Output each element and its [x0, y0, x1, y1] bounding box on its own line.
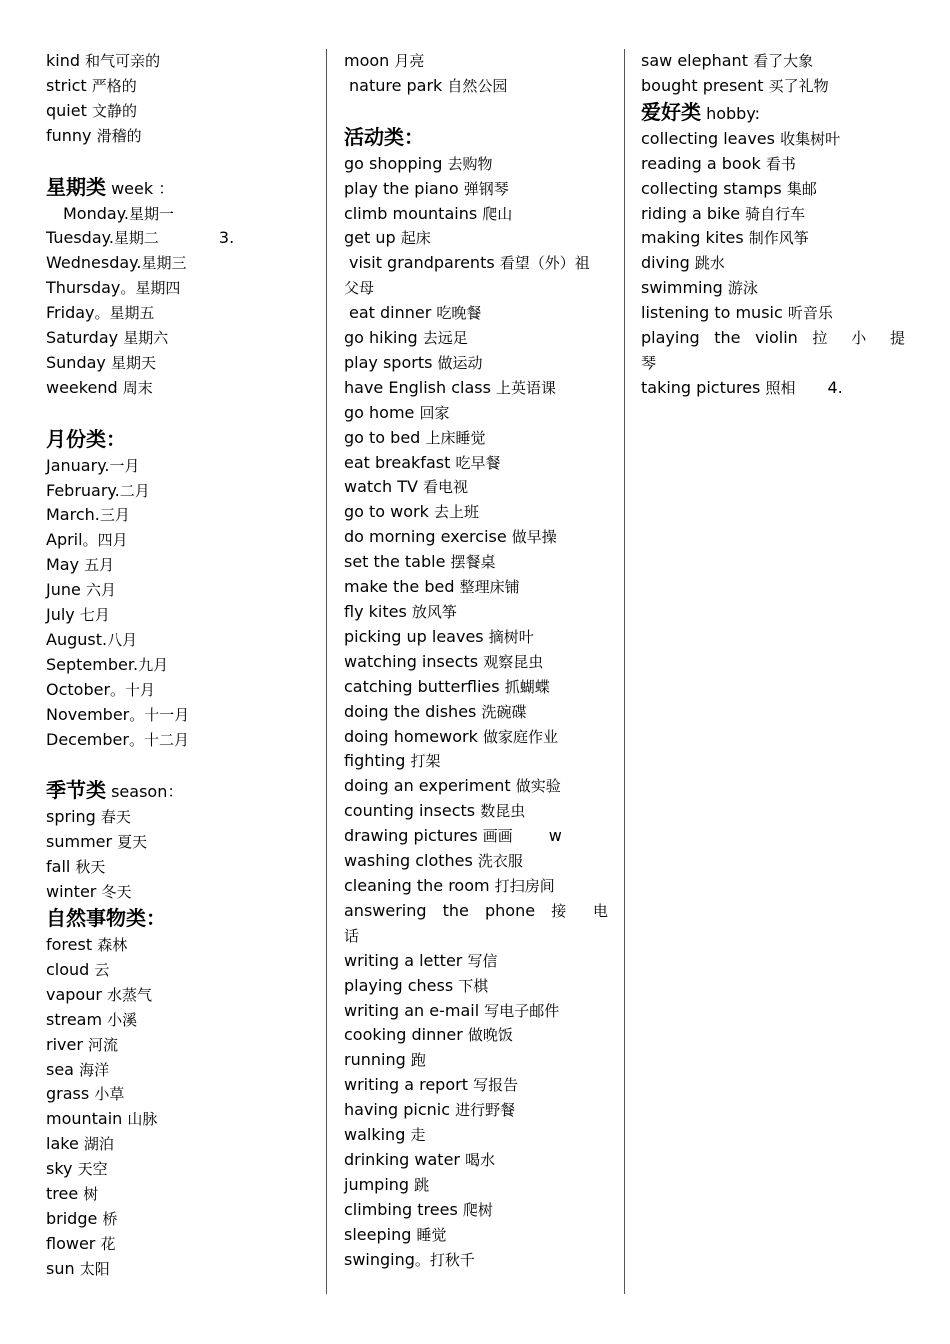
list-item: go to work 去上班 — [344, 502, 480, 522]
nature-heading: 自然事物类： — [46, 906, 166, 931]
list-item: picking up leaves 摘树叶 — [344, 626, 534, 646]
list-item: flower 花 — [46, 1233, 116, 1253]
list-item: stream 小溪 — [46, 1009, 138, 1029]
list-item: listening to music 听音乐 — [641, 303, 833, 323]
list-item: watching insects 观察昆虫 — [344, 651, 544, 671]
list-item: nature park 自然公园 — [349, 75, 508, 95]
list-item: fly kites 放风筝 — [344, 602, 457, 622]
list-item: swinging。打秋千 — [344, 1249, 475, 1269]
activity-continued-list — [641, 49, 905, 99]
list-item: go shopping 去购物 — [344, 153, 493, 173]
list-item: playing the violin 拉 小 提 — [641, 328, 906, 348]
column-divider-2 — [624, 49, 625, 1294]
list-item: sleeping 睡觉 — [344, 1224, 447, 1244]
list-item: writing a report 写报告 — [344, 1075, 519, 1095]
list-item: January.一月 — [46, 455, 140, 475]
hobby-list — [641, 127, 905, 401]
list-item: have English class 上英语课 — [344, 377, 557, 397]
list-item: vapour 水蒸气 — [46, 984, 153, 1004]
list-item: October。十月 — [46, 679, 156, 699]
list-item: doing the dishes 洗碗碟 — [344, 701, 527, 721]
list-item: swimming 游泳 — [641, 278, 758, 298]
list-item: taking pictures 照相 4. — [641, 377, 843, 397]
column-3 — [641, 49, 905, 401]
list-item: moon 月亮 — [344, 51, 425, 70]
list-item: climbing trees 爬树 — [344, 1199, 493, 1219]
list-item: sea 海洋 — [46, 1059, 110, 1079]
list-item: writing an e-mail 写电子邮件 — [344, 1000, 560, 1020]
list-item: bought present 买了礼物 — [641, 75, 829, 95]
list-item-continuation: 父母 — [344, 279, 375, 298]
list-item: July 七月 — [46, 605, 110, 625]
list-item: mountain 山脉 — [46, 1109, 158, 1129]
list-item: August.八月 — [46, 630, 138, 649]
list-item: make the bed 整理床铺 — [344, 577, 520, 597]
list-item: summer 夏天 — [46, 832, 148, 852]
list-item: quiet 文静的 — [46, 100, 137, 120]
list-item: get up 起床 — [344, 228, 431, 248]
list-item: June 六月 — [46, 580, 116, 600]
list-item: play the piano 弹钢琴 — [344, 178, 509, 198]
list-item: fall 秋天 — [46, 857, 106, 877]
list-item: playing chess 下棋 — [344, 975, 489, 995]
list-item: bridge 桥 — [46, 1209, 118, 1229]
list-item: cooking dinner 做晚饭 — [344, 1025, 513, 1045]
list-item: having picnic 进行野餐 — [344, 1100, 516, 1120]
adjective-list — [46, 49, 308, 149]
list-item: spring 春天 — [46, 807, 131, 827]
list-item: washing clothes 洗衣服 — [344, 851, 523, 871]
list-item: winter 冬天 — [46, 882, 132, 902]
list-item: cleaning the room 打扫房间 — [344, 875, 555, 895]
list-item: drawing pictures 画画 w — [344, 826, 562, 846]
list-item: Thursday。星期四 — [46, 278, 181, 298]
list-item: catching butterflies 抓蝴蝶 — [344, 676, 550, 696]
list-item: Wednesday.星期三 — [46, 253, 187, 273]
list-item: visit grandparents 看望（外）祖 — [349, 253, 590, 273]
list-item: go to bed 上床睡觉 — [344, 427, 486, 447]
list-item: counting insects 数昆虫 — [344, 801, 526, 821]
list-item: collecting stamps 集邮 — [641, 178, 817, 198]
list-item: Friday。星期五 — [46, 303, 155, 323]
week-heading: 星期类 week ： — [46, 174, 175, 199]
list-item: cloud 云 — [46, 959, 110, 979]
list-item: sky 天空 — [46, 1159, 108, 1179]
list-item: April。四月 — [46, 530, 128, 550]
list-item: March.三月 — [46, 505, 130, 525]
list-item: collecting leaves 收集树叶 — [641, 128, 841, 148]
list-item: diving 跳水 — [641, 253, 725, 273]
list-item: Tuesday.星期二 3. — [46, 228, 235, 248]
list-item-continuation: 话 — [344, 926, 360, 945]
list-item: grass 小草 — [46, 1084, 125, 1104]
list-item: Monday.星期一 — [63, 203, 174, 223]
column-divider-1 — [326, 49, 327, 1294]
list-item: writing a letter 写信 — [344, 950, 498, 970]
list-item: doing an experiment 做实验 — [344, 776, 561, 796]
list-item: river 河流 — [46, 1034, 119, 1054]
list-item: set the table 摆餐桌 — [344, 552, 496, 572]
list-item: September.九月 — [46, 654, 169, 674]
activity-list — [344, 152, 608, 1273]
list-item: go hiking 去远足 — [344, 328, 468, 348]
list-item: play sports 做运动 — [344, 352, 483, 372]
list-item: strict 严格的 — [46, 75, 137, 95]
list-item: running 跑 — [344, 1050, 426, 1070]
list-item: sun 太阳 — [46, 1258, 110, 1278]
list-item: November。十一月 — [46, 704, 190, 724]
list-item: eat breakfast 吃早餐 — [344, 452, 501, 472]
list-item: riding a bike 骑自行车 — [641, 203, 806, 223]
nature-continued-list — [344, 49, 608, 99]
list-item: fighting 打架 — [344, 751, 441, 771]
list-item: tree 树 — [46, 1184, 99, 1204]
list-item: forest 森林 — [46, 935, 128, 955]
list-item: go home 回家 — [344, 402, 450, 422]
list-item: walking 走 — [344, 1125, 426, 1145]
list-item: eat dinner 吃晚餐 — [349, 303, 482, 323]
list-item: December。十二月 — [46, 729, 189, 749]
season-heading: 季节类 season： — [46, 778, 184, 803]
list-item: weekend 周末 — [46, 377, 153, 397]
list-item: doing homework 做家庭作业 — [344, 726, 558, 746]
month-heading: 月份类： — [46, 426, 126, 451]
list-item: do morning exercise 做早操 — [344, 527, 557, 547]
list-item-continuation: 琴 — [641, 353, 657, 372]
list-item: Sunday 星期天 — [46, 352, 156, 372]
month-list — [46, 454, 308, 753]
list-item: jumping 跳 — [344, 1174, 430, 1194]
list-item: lake 湖泊 — [46, 1134, 114, 1154]
list-item: saw elephant 看了大象 — [641, 51, 814, 70]
list-item: funny 滑稽的 — [46, 125, 142, 145]
column-2 — [344, 49, 608, 1272]
list-item: answering the phone 接 电 — [344, 900, 608, 920]
list-item: May 五月 — [46, 555, 115, 575]
list-item: watch TV 看电视 — [344, 477, 469, 497]
season-list — [46, 805, 308, 905]
list-item: climb mountains 爬山 — [344, 203, 513, 223]
list-item: drinking water 喝水 — [344, 1149, 496, 1169]
list-item: making kites 制作风筝 — [641, 228, 809, 248]
column-1 — [46, 49, 308, 1282]
activity-heading: 活动类： — [344, 124, 424, 149]
nature-list — [46, 933, 308, 1282]
list-item: February.二月 — [46, 480, 150, 500]
hobby-heading: 爱好类 hobby: — [641, 99, 761, 124]
list-item: reading a book 看书 — [641, 153, 796, 173]
week-list — [46, 202, 308, 401]
list-item: kind 和气可亲的 — [46, 51, 161, 70]
list-item: Saturday 星期六 — [46, 328, 169, 348]
